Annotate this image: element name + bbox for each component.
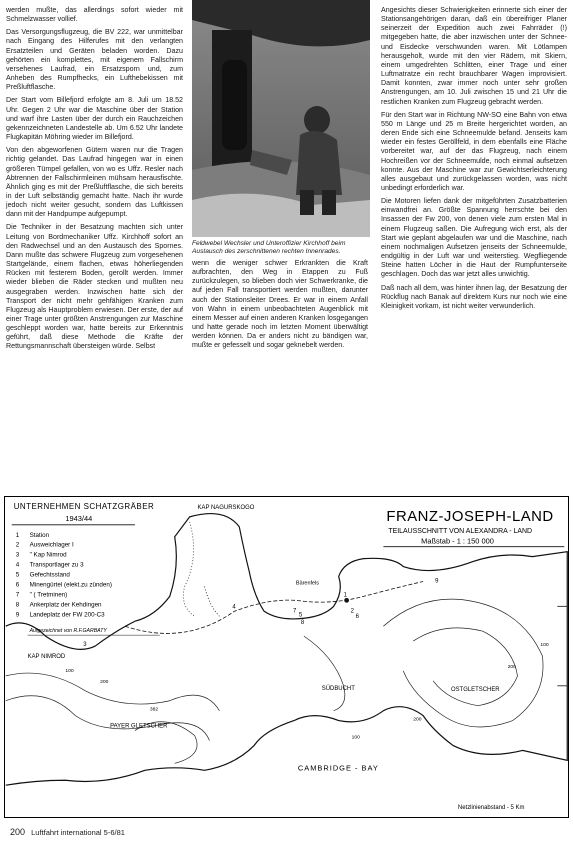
map-marker: 9 <box>435 578 439 585</box>
place-label: Bärenfels <box>295 580 319 587</box>
legend-number: 2 <box>15 541 20 549</box>
legend-number: 8 <box>15 601 20 609</box>
place-label: OSTGLETSCHER <box>450 686 500 693</box>
contour-label: 100 <box>351 735 360 741</box>
map-title: UNTERNEHMEN SCHATZGRÄBER <box>13 501 155 511</box>
place-label: KAP NAGURSKOGO <box>197 504 255 511</box>
map-marker: 8 <box>300 620 305 627</box>
route-line <box>125 581 423 633</box>
place-label: CAMBRIDGE - BAY <box>297 763 379 773</box>
legend-text: Station <box>29 531 50 539</box>
contour-label: 200 <box>100 679 109 685</box>
legend-text: Ausweichlager I <box>29 541 74 549</box>
paragraph: Die Motoren liefen dank der mitgeführten Zusatzbatterien einwandfrei an. Größte Spannung herrschte bei den Insassen der Fw 200, von denen viele zum ersten Mal in einem Flugzeug saßen. Die Aufregung wich erst, als der Start wie geplant abgelaufen war und die Maschine, nach einem nochmaligen Aufsetzen jenseits der Schneemulde, endgültig in der Luft war und weiterstieg. Wegfliegende Steine hatten Löcher in die Haut der Rumpfunterseite geschlagen. Doch das war jetzt alles unwichtig. <box>381 197 567 279</box>
contour-label: 200 <box>507 664 516 670</box>
paragraph: werden mußte, das allerdings sofort wieder mit Schmelzwasser vollief. <box>6 6 183 24</box>
paragraph: Daß nach all dem, was hinter ihnen lag, der Besatzung der Rückflug nach Banak auf direktem Kurs nur noch wie eine Kleinigkeit vorkam, ist nicht weiter verwunderlich. <box>381 283 567 310</box>
legend-text: Transportlager zu 3 <box>29 561 84 569</box>
contour-label: 100 <box>65 668 74 674</box>
paragraph: Für den Start war in Richtung NW-SO eine Bahn von etwa 550 m Länge und 25 m Breite hergerichtet worden, an deren Ende sich eine Schneemulde befand. Jenseits kam wieder ein festes Geröllfeld, in dem ebenfalls eine Fläche vorbereitet war, auf der das Flugzeug, nach einem Hochreißen vor der Schneemulde, noch einmal aufsetzen konnte. Aus der Maschine war zur Gewichtserleichterung alles ausgebaut und zurückgelassen worden, was nicht unbedingt erforderlich war. <box>381 110 567 192</box>
paragraph: Die Techniker in der Besatzung machten sich unter Leitung von Bordmechaniker Uffz. Kirchhoff sofort an den Radwechsel und an den Austausch des Spornes. Dann mußte das schwere Flugzeug zum vorgesehenen Startgelände, einem flachen, etwas höherliegenden Rücken mit festerem Boden, gerollt werden. Immer wieder blieben die Räder stecken und mußten neu ausgegraben werden. Inzwischen hatte sich der Transport der nicht mehr gehfähigen Kranken zum Flugzeug als Hauptproblem erwiesen. Der erste, der auf einer Trage unter größten Anstrengungen zur Maschine geschleppt worden war, hatte bereits zur Erkenntnis geführt, daß diese Methode die Kräfte der Rettungsmannschaft übersteigen würde. Selbst <box>6 223 183 351</box>
legend-number: 6 <box>15 581 20 589</box>
legend-number: 4 <box>15 561 20 569</box>
legend-text: " Kap Nimrod <box>29 551 67 559</box>
region-title: FRANZ-JOSEPH-LAND <box>386 508 554 525</box>
map-years: 1943/44 <box>65 513 93 523</box>
contour-label: 100 <box>540 643 549 649</box>
map-marker: 3 <box>83 642 87 649</box>
map-marker: 4 <box>232 604 236 611</box>
legend-number: 5 <box>15 571 20 579</box>
legend-text: Gefechtsstand <box>29 571 70 579</box>
legend-number: 9 <box>15 611 20 619</box>
legend-text: Minengürtel (elekt.zu zünden) <box>29 581 112 589</box>
place-label: KAP NIMROD <box>27 653 66 660</box>
legend-text: Ankerplatz der Kehdingen <box>29 601 102 609</box>
paragraph: wenn die weniger schwer Erkrankten die Kraft aufbrachten, den Weg in Etappen zu Fuß zurückzulegen, so blieben doch vier Schwerkranke, die auf jeden Fall transportiert werden mußten, darunter auch der Stationsleiter Drees. Er war in einem Anfall von Wahn in einem unbeobachteten Augenblick mit einem Messer auf einen anderen Kranken losgegangen und hatte gerade noch im letzten Moment überwältigt werden können. Da er anders nicht zu bändigen war, mußte er gefesselt und sogar geknebelt werden. <box>192 259 368 350</box>
station-marker <box>344 598 349 603</box>
contour-label: 382 <box>149 707 159 713</box>
grid-note: Netzlinienabstand - 5 Km <box>457 805 525 812</box>
photo-caption: Feldwebel Wechsler und Unteroffizier Kirchhoff beim Austausch des zerschnittenen rechten Innenrades. <box>192 240 346 255</box>
legend-number: 7 <box>15 591 20 599</box>
map-scale: Maßstab - 1 : 150 000 <box>421 536 494 546</box>
coastline <box>6 514 567 786</box>
contour-label: 200 <box>413 717 422 723</box>
dotted-area <box>183 522 194 616</box>
map-marker: 5 <box>298 612 303 619</box>
legend-text: " ( Tretminen) <box>29 591 68 599</box>
article-photo <box>192 0 370 237</box>
map-marker: 6 <box>355 614 359 621</box>
text-column-1 <box>6 6 183 356</box>
place-label: SÜDBUCHT <box>321 685 355 692</box>
map-credit: Aufgezeichnet von R.F.GARBATY <box>29 628 107 635</box>
map-subtitle: TEILAUSSCHNITT VON ALEXANDRA - LAND <box>388 527 533 535</box>
legend-number: 1 <box>15 531 20 539</box>
publication-name: Luftfahrt international 5-6/81 <box>31 828 125 837</box>
map-marker: 7 <box>292 608 297 615</box>
place-label: PAYER GLETSCHER <box>110 723 168 730</box>
legend-text: Landeplatz der FW 200-C3 <box>29 611 105 619</box>
map-marker: 2 <box>350 608 354 615</box>
legend-number: 3 <box>15 551 20 559</box>
text-column-3 <box>381 6 567 315</box>
map-figure <box>4 496 569 818</box>
text-column-2 <box>192 259 368 355</box>
page-number: 200 <box>10 827 26 837</box>
map-legend <box>16 532 112 619</box>
map-marker: 1 <box>343 592 347 599</box>
paragraph: Das Versorgungsflugzeug, die BV 222, war unmittelbar nach Eingang des Hilferufes mit den verlangten Ersatzteilen und Geräten beladen worden. Dazu gehörten ein komplettes, mit eigenem Fallschirm versehenes Laufrad, ein Ersatzsporn und, zum Anheben des Rumpfhecks, ein Lufthebekissen mit Preßluftflasche. <box>6 28 183 92</box>
paragraph: Der Start vom Billefjord erfolgte am 8. Juli um 18.52 Uhr. Gegen 2 Uhr war die Maschine über der Station und warf ihre Lasten über der durch ein Rauchzeichen gekennzeichneten Landestelle ab. Um 6.52 Uhr landete Flugkapitän Möhring wieder im Billefjord. <box>6 96 183 142</box>
paragraph: Angesichts dieser Schwierigkeiten erinnerte sich einer der Stationsangehörigen daran, daß ein übereifriger Planer seinerzeit der Expedition auch zwei Fahrräder (!) mitgegeben hatte, die aber inzwischen unter der Schnee- und Eisdecke verschwunden waren. Mit Lötlampen herausgeholt, wurde mit den vier Rädern, mit Skiern, einem umgedrehten Schlitten, einer Trage und einer Luftmatratze ein recht brauchbarer Wagen improvisiert. Damit konnten, zwar immer noch unter sehr großen Anstrengungen, am 10. Juli zwischen 15 und 21 Uhr die restlichen Kranken zum Flugzeug gebracht werden. <box>381 6 567 106</box>
paragraph: Von den abgeworfenen Gütern waren nur die Tragen richtig gelandet. Das Laufrad hingegen war in einen größeren Tümpel gefallen, von wo es Uffz. Resler nach Abtrennen der Fallschirmleinen mühsam herausfischte. Ähnlich ging es mit der Preßluftflasche, die sich bereits in der Luft selbständig gemacht hatte. Nach ihr wurde jedoch nicht weiter gesucht, sondern das Luftkissen dann mit der Handpumpe aufgepumpt. <box>6 146 183 219</box>
page-footer <box>10 827 125 837</box>
